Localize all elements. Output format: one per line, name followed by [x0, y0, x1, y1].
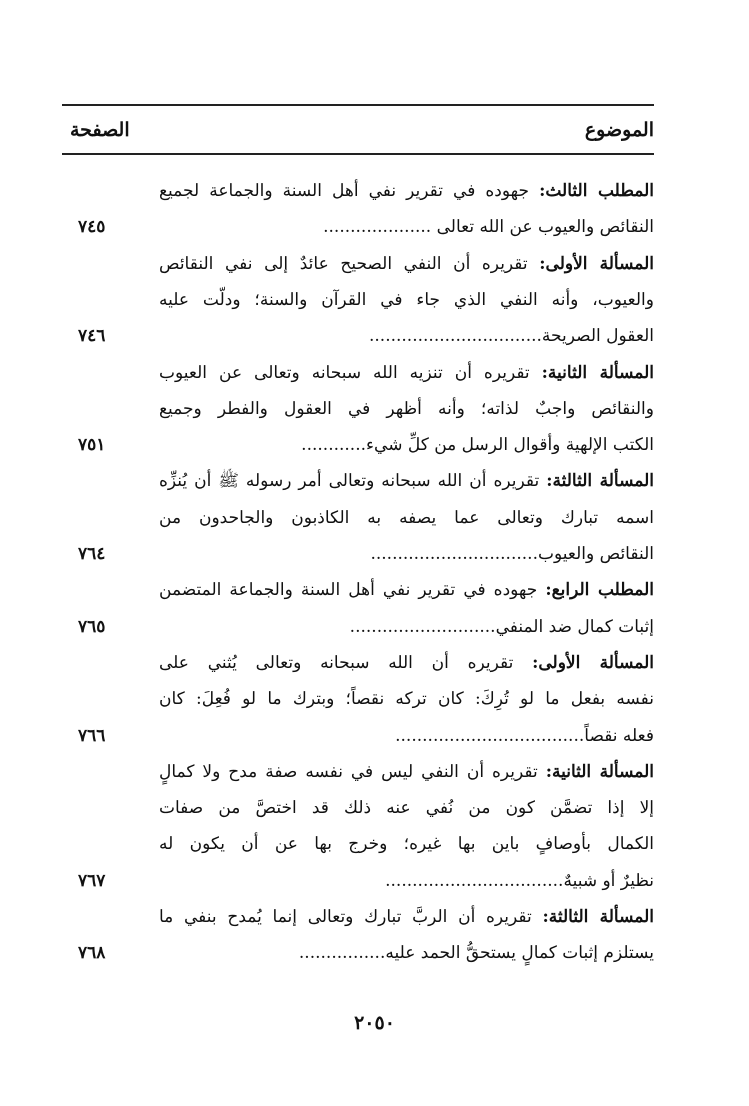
toc-line-text [159, 829, 654, 859]
toc-line [0, 317, 749, 355]
toc-line-text [159, 684, 654, 714]
toc-line-text [159, 358, 654, 388]
toc-entry-text: والعيوب، وأنه النفي الذي جاء في القرآن والسنة؛ ودلّت عليه [159, 290, 654, 310]
toc-line-text [159, 430, 654, 460]
leader-dots: ................ [298, 943, 386, 963]
toc-line [0, 934, 749, 972]
toc-line-text [159, 757, 654, 787]
toc-entry-heading: المسألة الثالثة: [542, 907, 654, 927]
toc-entry-heading: المسألة الثانية: [545, 762, 654, 782]
toc-entry-text: نظيرٌ أو شبيهٌ [563, 871, 654, 891]
toc-line-text [159, 321, 654, 351]
toc-line [0, 208, 749, 246]
header-bottom-rule [62, 153, 654, 155]
toc-line [0, 608, 749, 646]
toc-line-text [159, 902, 654, 932]
toc-entry-text: إلا إذا تضمَّن كون من نُفي عنه ذلك قد اختصَّ من صفات [159, 798, 654, 818]
toc-line [0, 426, 749, 464]
toc-line-text [159, 466, 654, 496]
toc-line [0, 535, 749, 573]
leader-dots: ................................. [385, 871, 564, 891]
toc-line-text [159, 176, 654, 206]
toc-entry-heading: المسألة الثانية: [541, 363, 654, 383]
toc-entry-text: الكمال بأوصافٍ باين بها غيره؛ وخرج بها عن أن يكون له [159, 834, 654, 854]
toc-line-text [159, 394, 654, 424]
toc-entry-text: فعله نقصاً [584, 726, 654, 746]
toc-line [0, 390, 749, 428]
leader-dots: ................................ [368, 326, 542, 346]
toc-line [0, 717, 749, 755]
toc-line-text [159, 648, 654, 678]
toc-entry-text: والنقائص واجبٌ لذاته؛ وأنه أظهر في العقول والفطر وجميع [159, 399, 654, 419]
toc-page-number: ٧٦٤ [78, 544, 106, 564]
leader-dots: ............ [301, 435, 367, 455]
toc-line-text [159, 612, 654, 642]
toc-entry-heading: المطلب الرابع: [545, 580, 654, 600]
toc-line [0, 644, 749, 682]
toc-line [0, 354, 749, 392]
toc-line [0, 462, 749, 500]
toc-line-text [159, 793, 654, 823]
toc-entry-text: الكتب الإلهية وأقوال الرسل من كلِّ شيء [366, 435, 654, 455]
toc-line-text [159, 866, 654, 896]
header-top-rule [62, 104, 654, 106]
leader-dots: ............................... [370, 544, 538, 564]
toc-page-number: ٧٦٨ [78, 943, 106, 963]
toc-line-text [159, 285, 654, 315]
toc-line-text [159, 503, 654, 533]
toc-entry-text: تقريره أن النفي الصحيح عائدٌ إلى نفي النقائص [159, 254, 540, 274]
leader-dots: .................... [323, 217, 432, 237]
toc-line-text [159, 249, 654, 279]
toc-entry-heading: المطلب الثالث: [539, 181, 654, 201]
toc-entry-text: تقريره أن الله سبحانه وتعالى أمر رسوله ﷺ أن يُنزِّه [159, 471, 547, 491]
toc-entry-text: العقول الصريحة [541, 326, 654, 346]
toc-line-text [159, 539, 654, 569]
toc-line [0, 571, 749, 609]
toc-line-text [159, 721, 654, 751]
toc-line [0, 898, 749, 936]
toc-entry-text: النقائص والعيوب عن الله تعالى [431, 217, 654, 237]
toc-line [0, 825, 749, 863]
leader-dots: ........................... [349, 617, 496, 637]
toc-page-number: ٧٦٥ [78, 617, 106, 637]
toc-line-text [159, 575, 654, 605]
toc-entry-text: تقريره أن الربَّ تبارك وتعالى إنما يُمدح بنفي ما [159, 907, 543, 927]
toc-line [0, 753, 749, 791]
toc-page-number: ٧٦٧ [78, 871, 106, 891]
toc-entry-text: تقريره أن النفي ليس في نفسه صفة مدح ولا كمالٍ [159, 762, 546, 782]
toc-entry-text: جهوده في تقرير نفي أهل السنة والجماعة لجميع [159, 181, 540, 201]
toc-entry-text: النقائص والعيوب [537, 544, 654, 564]
header-page-label: الصفحة [70, 119, 130, 141]
header-topic-label: الموضوع [584, 119, 654, 141]
toc-entry-text: تقريره أن الله سبحانه وتعالى يُثني على [159, 653, 533, 673]
toc-entry-text: اسمه تبارك وتعالى عما يصفه به الكاذبون والجاحدون من [159, 508, 654, 528]
toc-page-number: ٧٤٥ [78, 217, 106, 237]
toc-line [0, 281, 749, 319]
toc-line [0, 680, 749, 718]
toc-entry-text: جهوده في تقرير نفي أهل السنة والجماعة المتضمن [159, 580, 546, 600]
toc-line [0, 499, 749, 537]
toc-line-text [159, 938, 654, 968]
toc-page-number: ٧٥١ [78, 435, 106, 455]
toc-page-number: ٧٦٦ [78, 726, 106, 746]
toc-line [0, 245, 749, 283]
toc-line-text [159, 212, 654, 242]
toc-page-number: ٧٤٦ [78, 326, 106, 346]
toc-line [0, 862, 749, 900]
page-number: ٢٠٥٠ [354, 1012, 395, 1034]
toc-entry-heading: المسألة الأولى: [532, 653, 654, 673]
toc-entry-heading: المسألة الثالثة: [546, 471, 654, 491]
toc-entry-text: تقريره أن تنزيه الله سبحانه وتعالى عن العيوب [159, 363, 542, 383]
toc-entry-text: إثبات كمال ضد المنفي [495, 617, 654, 637]
leader-dots: ................................... [395, 726, 585, 746]
toc-entry-heading: المسألة الأولى: [539, 254, 654, 274]
toc-entry-text: يستلزم إثبات كمالٍ يستحقُّ الحمد عليه [385, 943, 654, 963]
toc-line [0, 789, 749, 827]
toc-line [0, 172, 749, 210]
toc-entry-text: نفسه بفعل ما لو تُرِكَ: كان تركه نقصاً؛ وبترك ما لو فُعِلَ: كان [159, 689, 654, 709]
